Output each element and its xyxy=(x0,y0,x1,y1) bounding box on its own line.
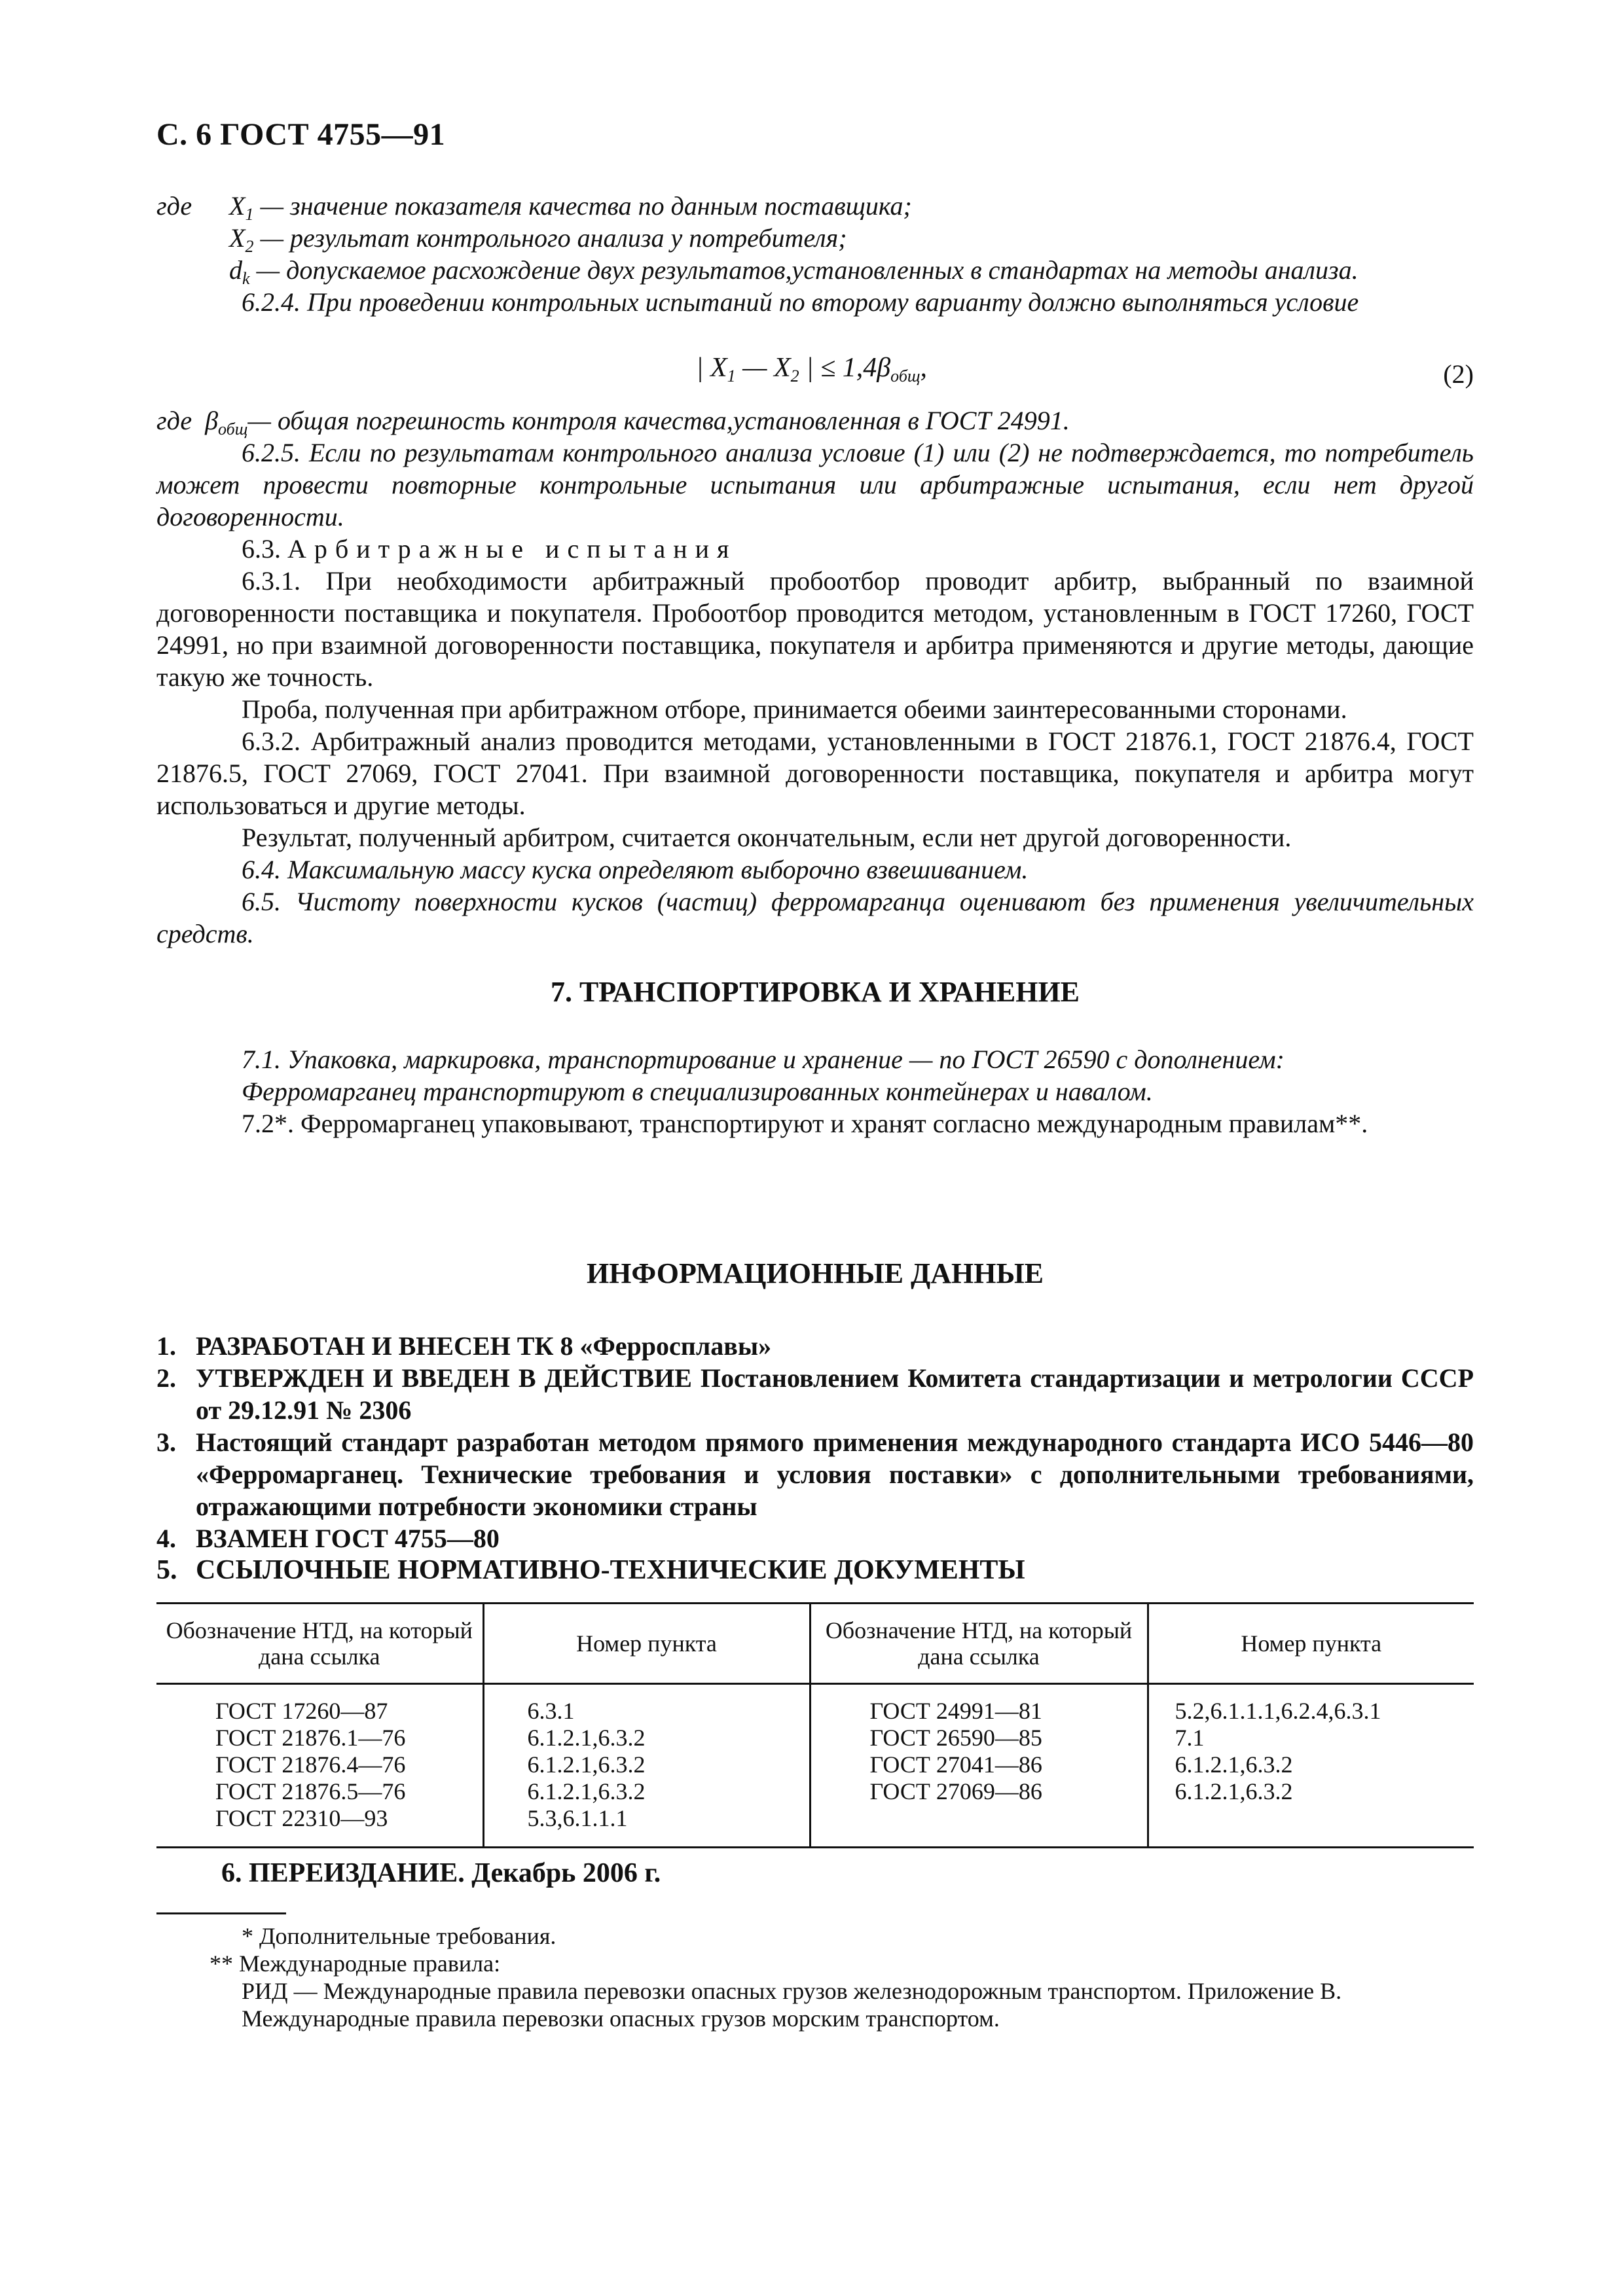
formula-number: (2) xyxy=(1443,359,1474,389)
doc-ref: ГОСТ 27041—86 xyxy=(869,1751,1042,1778)
info-data-heading: ИНФОРМАЦИОННЫЕ ДАННЫЕ xyxy=(586,1257,1044,1289)
paragraph-6-3-2-result: Результат, полученный арбитром, считается окончательным, если нет другой договоренности. xyxy=(242,823,1292,852)
item-ref: 6.1.2.1,6.3.2 xyxy=(527,1725,646,1751)
doc-ref: ГОСТ 24991—81 xyxy=(869,1698,1042,1724)
header-right-doc: Обозначение НТД, на который дана ссылка xyxy=(810,1604,1148,1684)
paragraph-7-1: 7.1. Упаковка, маркировка, транспортирование и хранение — по ГОСТ 26590 с дополнением: xyxy=(242,1045,1285,1074)
table-row xyxy=(156,1684,1474,1848)
paragraph-6-3-1: 6.3.1. При необходимости арбитражный пробоотбор проводит арбитр, выбранный по взаимной договоренности поставщика и покупателя. Пробоотбор проводится методом, установленным в ГОСТ 17260, ГОСТ 24991, но при взаимной договоренности поставщика, покупателя и арбитра применяются и другие методы, дающие такую же точность. xyxy=(156,566,1474,692)
formula-2: | $X_1$ — $X_2$ | ≤ $1,4\beta_{общ}$, xyxy=(695,353,928,386)
left-items-cell xyxy=(483,1684,810,1848)
item-ref: 7.1 xyxy=(1175,1725,1205,1751)
doc-ref: ГОСТ 22310—93 xyxy=(215,1805,388,1831)
footnote-1: * Дополнительные требования. xyxy=(242,1923,556,1949)
paragraph-7-1-addition: Ферромарганец транспортируют в специализированных контейнерах и навалом. xyxy=(242,1077,1153,1106)
header-right-item: Номер пункта xyxy=(1148,1604,1474,1684)
item-ref: 6.1.2.1,6.3.2 xyxy=(527,1751,646,1778)
item-ref: 5.3,6.1.1.1 xyxy=(527,1805,628,1831)
info-item-3: 3. Настоящий стандарт разработан методом прямого применения международного стандарта ИСО 5446—80 «Ферромарганец. Технические требования и условия поставки» с дополнительными требованиями, отражающими потребности экономики страны xyxy=(156,1427,1474,1521)
beta-definition: где $\beta_{общ}—$ общая погрешность контроля качества,установленная в ГОСТ 24991. xyxy=(156,406,1070,439)
doc-ref: ГОСТ 27069—86 xyxy=(869,1778,1042,1804)
paragraph-6-3-1-sample: Проба, полученная при арбитражном отборе, принимается обеими заинтересованными сторонами. xyxy=(242,694,1347,724)
item-ref: 6.3.1 xyxy=(527,1698,575,1724)
paragraph-6-3-2: 6.3.2. Арбитражный анализ проводится методами, установленными в ГОСТ 21876.1, ГОСТ 21876.4, ГОСТ 21876.5, ГОСТ 27069, ГОСТ 27041. При взаимной договоренности поставщика, покупателя и арбитра могут использоваться и другие методы. xyxy=(156,726,1474,820)
info-item-5: 5. ССЫЛОЧНЫЕ НОРМАТИВНО-ТЕХНИЧЕСКИЕ ДОКУМЕНТЫ xyxy=(156,1555,1025,1585)
item-ref: 5.2,6.1.1.1,6.2.4,6.3.1 xyxy=(1175,1698,1381,1724)
left-docs-cell xyxy=(156,1684,483,1848)
right-docs-cell xyxy=(810,1684,1148,1848)
doc-ref: ГОСТ 17260—87 xyxy=(215,1698,388,1724)
paragraph-6-5: 6.5. Чистоту поверхности кусков (частиц) ферромарганца оценивают без применения увеличительных средств. xyxy=(156,887,1474,948)
item-ref: 6.1.2.1,6.3.2 xyxy=(1175,1751,1293,1778)
paragraph-6-4: 6.4. Максимальную массу куска определяют выборочно взвешиванием. xyxy=(242,855,1029,884)
footnote-divider xyxy=(156,1912,286,1914)
info-item-2: 2. УТВЕРЖДЕН И ВВЕДЕН В ДЕЙСТВИЕ Постановлением Комитета стандартизации и метрологии СССР от 29.12.91 № 2306 xyxy=(156,1363,1474,1425)
header-left-doc: Обозначение НТД, на который дана ссылка xyxy=(156,1604,483,1684)
table-header-row xyxy=(156,1604,1474,1684)
info-item-4: 4. ВЗАМЕН ГОСТ 4755—80 xyxy=(156,1524,500,1553)
x1-definition: $X_1$ — значение показателя качества по данным поставщика; xyxy=(229,191,912,224)
dk-definition: $d_k$ — допускаемое расхождение двух результатов,установленных в стандартах на методы анализа. xyxy=(229,255,1359,288)
footnote-2: ** Международные правила: xyxy=(210,1950,501,1977)
header-left-item: Номер пункта xyxy=(483,1604,810,1684)
paragraph-6-2-4: 6.2.4. При проведении контрольных испытаний по второму варианту должно выполняться условие xyxy=(242,287,1359,317)
doc-ref: ГОСТ 26590—85 xyxy=(869,1725,1042,1751)
right-items-cell xyxy=(1148,1684,1474,1848)
footnote-4: Международные правила перевозки опасных грузов морским транспортом. xyxy=(242,2005,1000,2032)
footnote-3: РИД — Международные правила перевозки опасных грузов железнодорожным транспортом. Приложение В. xyxy=(242,1978,1342,2004)
doc-ref: ГОСТ 21876.1—76 xyxy=(215,1725,406,1751)
x2-definition: $X_2$ — результат контрольного анализа у потребителя; xyxy=(229,223,847,256)
item-ref: 6.1.2.1,6.3.2 xyxy=(1175,1778,1293,1804)
doc-ref: ГОСТ 21876.4—76 xyxy=(215,1751,406,1778)
reference-documents-table xyxy=(156,1602,1474,1848)
info-item-1: 1. РАЗРАБОТАН И ВНЕСЕН ТК 8 «Ферросплавы» xyxy=(156,1331,772,1361)
page-header: С. 6 ГОСТ 4755—91 xyxy=(156,117,446,152)
section-7-heading: 7. ТРАНСПОРТИРОВКА И ХРАНЕНИЕ xyxy=(550,976,1080,1008)
where-label: где xyxy=(156,191,192,221)
paragraph-6-2-5: 6.2.5. Если по результатам контрольного анализа условие (1) или (2) не подтверждается, то потребитель может провести повторные контрольные испытания или арбитражные испытания, если нет другой договоренности. xyxy=(156,438,1474,531)
section-6-3-title: 6.3. Арбитражные испытания xyxy=(242,534,737,564)
reissue-note: 6. ПЕРЕИЗДАНИЕ. Декабрь 2006 г. xyxy=(221,1858,661,1888)
doc-ref: ГОСТ 21876.5—76 xyxy=(215,1778,406,1804)
item-ref: 6.1.2.1,6.3.2 xyxy=(527,1778,646,1804)
paragraph-7-2: 7.2*. Ферромарганец упаковывают, транспортируют и хранят согласно международным правилам**. xyxy=(242,1109,1368,1138)
